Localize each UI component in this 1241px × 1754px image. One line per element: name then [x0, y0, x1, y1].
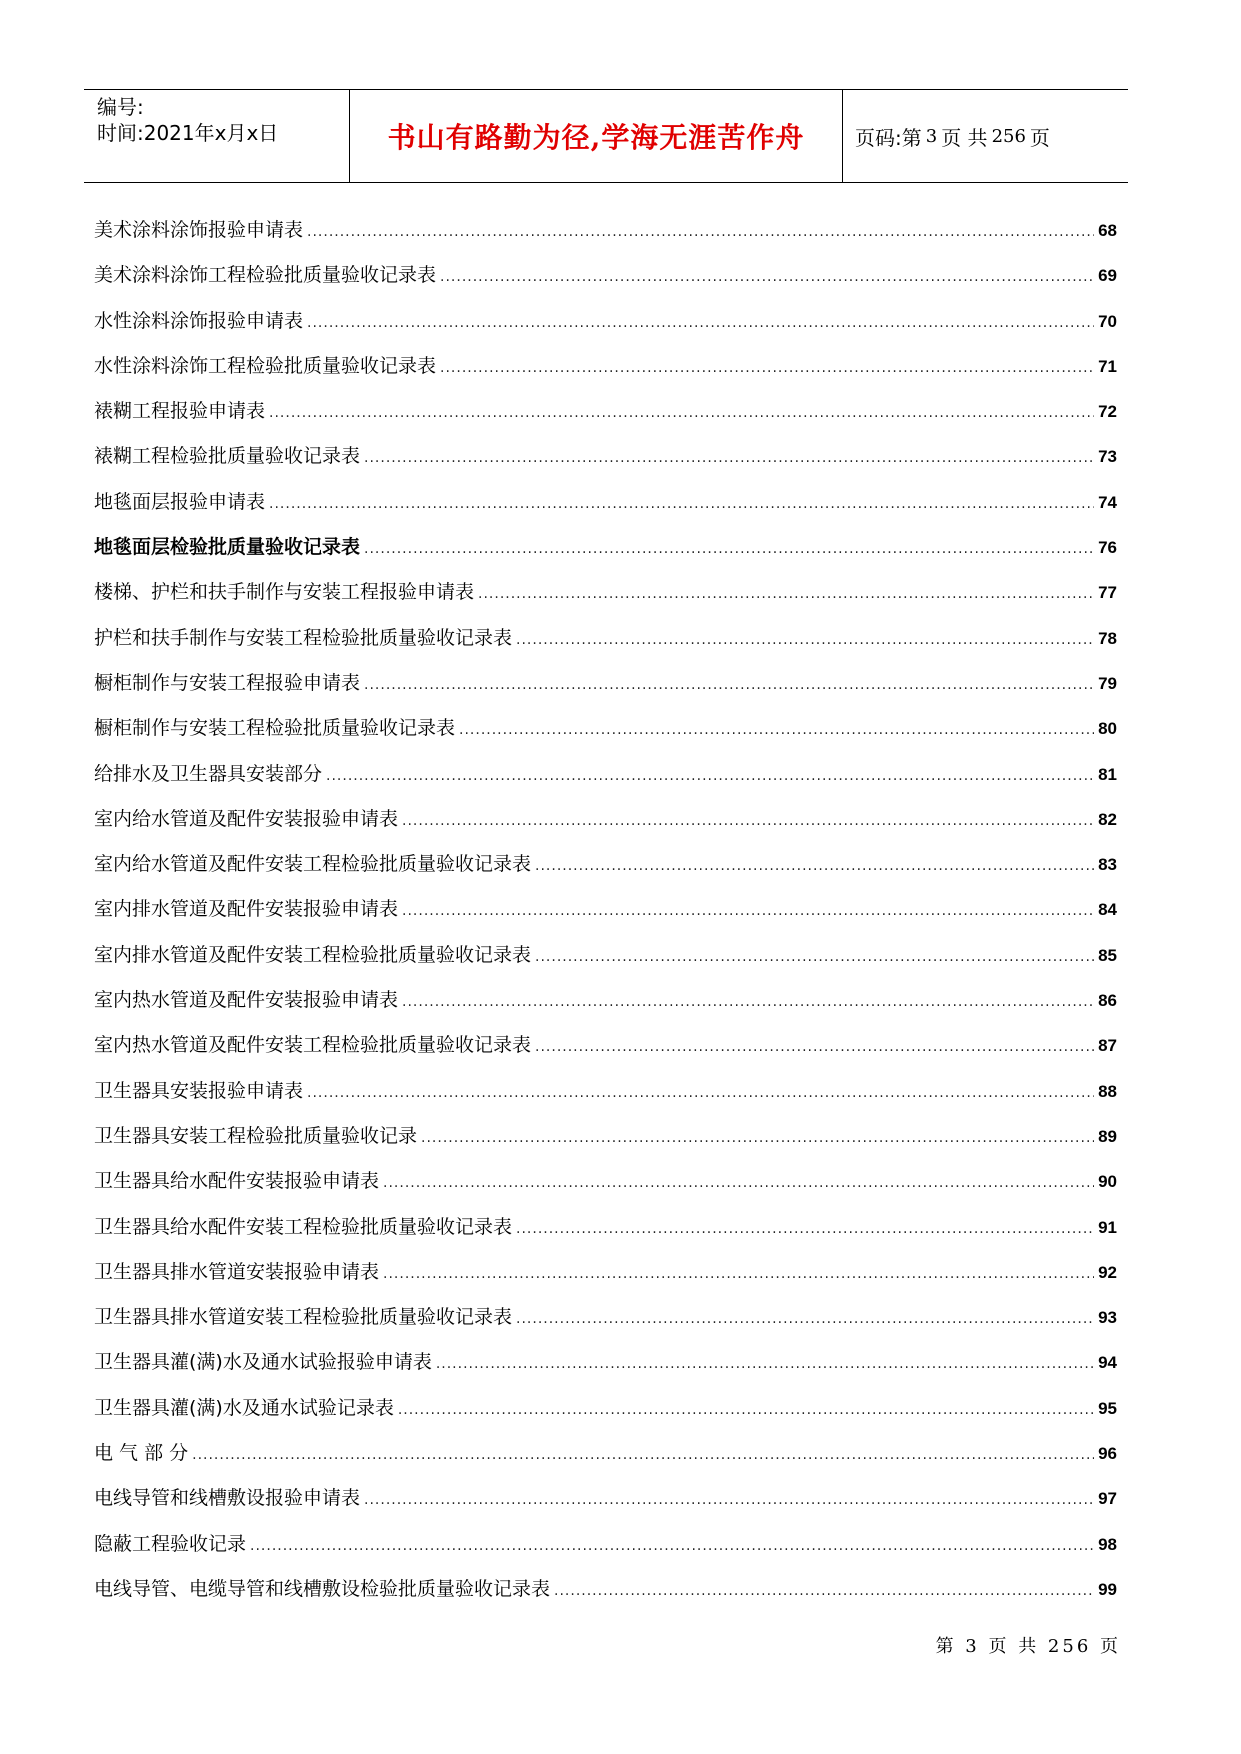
toc-entry-page: 72 — [1098, 402, 1117, 422]
header-meta — [84, 90, 349, 182]
toc-entry[interactable] — [94, 616, 1117, 661]
toc-dot-leader — [269, 482, 1094, 527]
toc-entry-page: 76 — [1098, 538, 1117, 558]
document-date: 时间:2021年x月x日 — [97, 121, 279, 145]
toc-entry-title: 楼梯、护栏和扶手制作与安装工程报验申请表 — [94, 581, 475, 604]
header-motto: 书山有路勤为径,学海无涯苦作舟 — [387, 121, 805, 154]
toc-dot-leader — [398, 1388, 1094, 1433]
toc-dot-leader — [192, 1433, 1094, 1478]
toc-entry-title: 卫生器具排水管道安装报验申请表 — [94, 1260, 380, 1283]
page-footer: 第 3 页 共 256 页 — [935, 1636, 1121, 1657]
toc-dot-leader — [250, 1524, 1094, 1569]
toc-entry-title: 室内热水管道及配件安装工程检验批质量验收记录表 — [94, 1034, 532, 1057]
toc-entry-title: 室内热水管道及配件安装报验申请表 — [94, 989, 399, 1012]
toc-entry-page: 93 — [1098, 1308, 1117, 1328]
toc-entry-title: 卫生器具给水配件安装报验申请表 — [94, 1170, 380, 1193]
toc-entry-title: 裱糊工程报验申请表 — [94, 400, 266, 423]
header-page-info — [843, 90, 1128, 182]
toc-entry-title: 隐蔽工程验收记录 — [94, 1532, 247, 1555]
toc-entry-title: 卫生器具给水配件安装工程检验批质量验收记录表 — [94, 1215, 513, 1238]
toc-entry-page: 98 — [1098, 1534, 1117, 1554]
page-mid: 页 共 — [941, 125, 988, 150]
toc-entry[interactable] — [94, 842, 1117, 887]
toc-entry[interactable] — [94, 661, 1117, 706]
toc-entry-page: 81 — [1098, 764, 1117, 784]
toc-entry-page: 96 — [1098, 1444, 1117, 1464]
toc-entry[interactable] — [94, 706, 1117, 751]
document-number-label: 编号: — [97, 95, 144, 119]
toc-entry-page: 68 — [1098, 221, 1117, 240]
toc-dot-leader — [364, 527, 1094, 572]
toc-entry-page: 77 — [1098, 583, 1117, 603]
toc-dot-leader — [383, 1161, 1094, 1206]
toc-entry[interactable] — [94, 1159, 1117, 1204]
toc-entry-page: 92 — [1098, 1262, 1117, 1282]
toc-entry-page: 91 — [1098, 1217, 1117, 1237]
toc-entry-title: 电线导管和线槽敷设报验申请表 — [94, 1487, 361, 1510]
toc-entry[interactable] — [94, 389, 1117, 434]
toc-entry-page: 69 — [1098, 266, 1117, 286]
toc-dot-leader — [535, 844, 1094, 889]
toc-entry[interactable] — [94, 299, 1117, 344]
toc-dot-leader — [535, 1025, 1094, 1070]
toc-dot-leader — [440, 255, 1094, 300]
toc-entry[interactable] — [94, 434, 1117, 479]
toc-entry-title: 水性涂料涂饰工程检验批质量验收记录表 — [94, 354, 437, 377]
toc-entry[interactable] — [94, 978, 1117, 1023]
toc-entry-page: 85 — [1098, 945, 1117, 965]
toc-entry[interactable] — [94, 1340, 1117, 1385]
toc-entry-title: 护栏和扶手制作与安装工程检验批质量验收记录表 — [94, 626, 513, 649]
page-prefix: 页码:第 — [855, 125, 922, 150]
toc-entry[interactable] — [94, 1205, 1117, 1250]
toc-entry-page: 70 — [1098, 311, 1117, 331]
toc-dot-leader — [307, 1071, 1094, 1116]
toc-entry-page: 97 — [1098, 1489, 1117, 1509]
toc-entry-title: 室内给水管道及配件安装报验申请表 — [94, 807, 399, 830]
toc-entry-title: 卫生器具灌(满)水及通水试验报验申请表 — [94, 1351, 432, 1374]
toc-dot-leader — [436, 1342, 1094, 1387]
toc-entry[interactable] — [94, 752, 1117, 797]
toc-entry-page: 73 — [1098, 447, 1117, 467]
toc-dot-leader — [516, 618, 1094, 663]
toc-entry-title: 橱柜制作与安装工程报验申请表 — [94, 671, 361, 694]
toc-dot-leader — [440, 346, 1094, 391]
toc-entry-page: 88 — [1098, 1081, 1117, 1101]
toc-dot-leader — [402, 799, 1094, 844]
toc-entry-title: 水性涂料涂饰报验申请表 — [94, 309, 304, 332]
header-motto-cell — [349, 90, 843, 182]
toc-entry[interactable] — [94, 1069, 1117, 1114]
page-total: 256 — [991, 125, 1026, 147]
toc-entry-page: 79 — [1098, 673, 1117, 693]
toc-entry-page: 82 — [1098, 809, 1117, 829]
toc-entry-page: 90 — [1098, 1172, 1117, 1192]
toc-entry[interactable] — [94, 1476, 1117, 1521]
toc-entry-page: 87 — [1098, 1036, 1117, 1056]
toc-entry[interactable] — [94, 1431, 1117, 1476]
toc-entry-page: 74 — [1098, 492, 1117, 512]
toc-entry-title: 室内给水管道及配件安装工程检验批质量验收记录表 — [94, 853, 532, 876]
toc-entry[interactable] — [94, 1522, 1117, 1567]
toc-dot-leader — [307, 301, 1094, 346]
toc-dot-leader — [516, 1297, 1094, 1342]
toc-entry-title: 美术涂料涂饰报验申请表 — [94, 219, 304, 241]
toc-entry-title: 电线导管、电缆导管和线槽敷设检验批质量验收记录表 — [94, 1577, 551, 1600]
toc-entry-title: 卫生器具灌(满)水及通水试验记录表 — [94, 1396, 394, 1419]
toc-entry-page: 95 — [1098, 1398, 1117, 1418]
toc-entry-page: 78 — [1098, 628, 1117, 648]
toc-entry-title: 给排水及卫生器具安装部分 — [94, 762, 323, 785]
toc-entry-title: 室内排水管道及配件安装报验申请表 — [94, 898, 399, 921]
toc-entry-title: 美术涂料涂饰工程检验批质量验收记录表 — [94, 264, 437, 287]
toc-entry[interactable] — [94, 1250, 1117, 1295]
toc-entry-page: 80 — [1098, 719, 1117, 739]
toc-dot-leader — [364, 663, 1094, 708]
page-header — [84, 89, 1128, 183]
toc-entry-page: 99 — [1098, 1579, 1117, 1599]
toc-entry-title: 橱柜制作与安装工程检验批质量验收记录表 — [94, 717, 456, 740]
toc-entry[interactable] — [94, 480, 1117, 525]
table-of-contents — [94, 208, 1117, 1612]
toc-dot-leader — [535, 935, 1094, 980]
toc-dot-leader — [459, 708, 1094, 753]
toc-entry[interactable] — [94, 887, 1117, 932]
toc-entry[interactable] — [94, 933, 1117, 978]
toc-entry[interactable] — [94, 1023, 1117, 1068]
toc-dot-leader — [421, 1116, 1094, 1161]
toc-entry-title: 电 气 部 分 — [94, 1442, 189, 1465]
toc-entry-title: 卫生器具安装报验申请表 — [94, 1079, 304, 1102]
toc-dot-leader — [402, 980, 1094, 1025]
toc-entry-title: 卫生器具排水管道安装工程检验批质量验收记录表 — [94, 1306, 513, 1329]
toc-dot-leader — [402, 889, 1094, 934]
toc-entry[interactable] — [94, 1567, 1117, 1612]
toc-entry[interactable] — [94, 570, 1117, 615]
toc-entry-title: 卫生器具安装工程检验批质量验收记录 — [94, 1124, 418, 1147]
toc-entry-page: 83 — [1098, 855, 1117, 875]
toc-entry[interactable] — [94, 525, 1117, 570]
toc-entry-page: 86 — [1098, 991, 1117, 1011]
toc-entry-title: 室内排水管道及配件安装工程检验批质量验收记录表 — [94, 943, 532, 966]
toc-dot-leader — [307, 210, 1094, 255]
toc-dot-leader — [364, 436, 1094, 481]
toc-dot-leader — [554, 1569, 1094, 1614]
toc-entry-page: 71 — [1098, 356, 1117, 376]
toc-entry[interactable] — [94, 1295, 1117, 1340]
toc-entry-title: 裱糊工程检验批质量验收记录表 — [94, 445, 361, 468]
toc-dot-leader — [478, 572, 1094, 617]
toc-entry-title: 地毯面层检验批质量验收记录表 — [94, 536, 361, 559]
toc-entry[interactable] — [94, 208, 1117, 253]
toc-entry[interactable] — [94, 1386, 1117, 1431]
toc-entry[interactable] — [94, 1114, 1117, 1159]
toc-dot-leader — [326, 754, 1094, 799]
toc-entry-title: 地毯面层报验申请表 — [94, 490, 266, 513]
toc-dot-leader — [516, 1207, 1094, 1252]
toc-entry[interactable] — [94, 797, 1117, 842]
page-suffix: 页 — [1029, 125, 1050, 150]
toc-dot-leader — [269, 391, 1094, 436]
toc-entry-page: 94 — [1098, 1353, 1117, 1373]
toc-entry[interactable] — [94, 344, 1117, 389]
page-current: 3 — [925, 125, 938, 147]
toc-entry-page: 89 — [1098, 1126, 1117, 1146]
toc-dot-leader — [364, 1478, 1094, 1523]
toc-dot-leader — [383, 1252, 1094, 1297]
toc-entry-page: 84 — [1098, 900, 1117, 920]
toc-entry[interactable] — [94, 253, 1117, 298]
